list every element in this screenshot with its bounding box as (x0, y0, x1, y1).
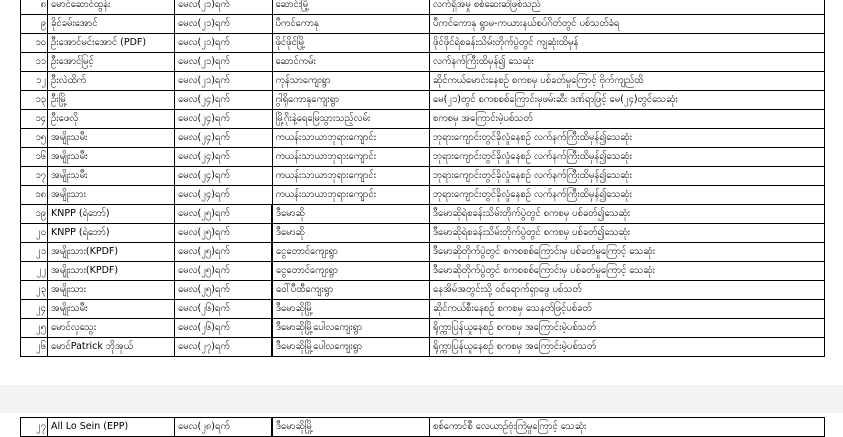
row-number: ၁၂ (21, 72, 48, 91)
row-number: ၁၀ (21, 34, 48, 53)
person-name: မောင်လှသွေး (48, 319, 175, 338)
person-name: အမျိုးသမီး (48, 129, 175, 148)
incident-date: မေလ(၂၄)ရက် (175, 167, 273, 186)
row-number: ၈ (21, 0, 48, 15)
person-name: All Lo Sein (EPP) (48, 418, 175, 437)
row-number: ၁၇ (21, 167, 48, 186)
row-number: ၂၅ (21, 319, 48, 338)
incident-description: ဘုရားကျောင်းတွင်ခိုလှုံနေစဉ် လက်နက်ကြီးထိမှန်၍သေဆုံး (430, 167, 825, 186)
incident-place: ဒီမောဆိုမြို့ပေါလကျေးရွာ (272, 319, 430, 338)
incident-date: မေလ(၂၅)ရက် (175, 205, 273, 224)
table-row (21, 338, 825, 357)
incident-date: မေလ(၂၁)ရက် (175, 53, 273, 72)
incident-place: ဂွါရိုကောနုကျေးရွာ (272, 91, 430, 110)
person-name: မောင်Patrick ဘိုအုယ် (48, 338, 175, 357)
incident-place: ဒီမောဆိုမြို့ (272, 300, 430, 319)
incident-date: မေလ(၂၅)ရက် (175, 262, 273, 281)
incident-description: မေ(၂၁)တွင် စကစစစ်ကြောင်းမှဖမ်းဆီး ဒဏ်ရာဖြင့် မေ(၂၄)တွင်သေဆုံး (430, 91, 825, 110)
incident-date: မေလ(၂၁)ရက် (175, 15, 273, 34)
incident-place: မြို့ဂိုးနဲ့ရေမြေသွားသည့်လမ်း (272, 110, 430, 129)
table-row (21, 0, 825, 15)
incident-date: မေလ(၂၄)ရက် (175, 110, 273, 129)
row-number: ၁၉ (21, 205, 48, 224)
incident-description: ရိုက္ကာပြန်ယူနေစဉ် စကစမှ အကြောင်းမဲ့ပစ်သတ် (430, 319, 825, 338)
casualty-table-body (21, 0, 825, 357)
table-row (21, 262, 825, 281)
row-number: ၁၃ (21, 91, 48, 110)
table-row (21, 300, 825, 319)
person-name: ခိုင်ခမ်းအောင် (48, 15, 175, 34)
incident-date: မေလ(၂၁)ရက် (175, 34, 273, 53)
incident-description: လက်ရှိအမှု စစ်ဆေးဆဲဖြစ်သည် (430, 0, 825, 15)
incident-date: မေလ(၂၅)ရက် (175, 243, 273, 262)
incident-place: ကယန်းသာယာဘုရားကျောင်း (272, 129, 430, 148)
table-row (21, 15, 825, 34)
person-name: ဦးလဲထိက် (48, 72, 175, 91)
incident-date: မေလ(၂၁)ရက် (175, 72, 273, 91)
incident-place: ကယန်းသာယာဘုရားကျောင်း (272, 186, 430, 205)
incident-place: ဆောင်းမြို့ (272, 0, 430, 15)
person-name: KNPP (ရဲဘော်) (48, 224, 175, 243)
incident-place: ငွေတောင်ကျေးရွာ (272, 243, 430, 262)
incident-date: မေလ(၂၅)ရက် (175, 281, 273, 300)
incident-description: ရိုက္ကာပြန်ယူနေစဉ် စကစမှ အကြောင်းမဲ့ပစ်သတ် (430, 338, 825, 357)
table-row (21, 418, 825, 437)
row-number: ၂၆ (21, 338, 48, 357)
incident-place: ဖိုင်ဖိုင်မြို့ (272, 34, 430, 53)
row-number: ၂၇ (21, 418, 48, 437)
person-name: KNPP (ရဲဘော်) (48, 205, 175, 224)
person-name: ဦးဖေလို (48, 110, 175, 129)
table-row (21, 110, 825, 129)
person-name: အမျိုးသား (48, 281, 175, 300)
row-number: ၂၂ (21, 262, 48, 281)
incident-place: ဆောင်ကမ်း (272, 53, 430, 72)
incident-place: ကယန်းသာယာဘုရားကျောင်း (272, 167, 430, 186)
table-row (21, 167, 825, 186)
incident-description: ဘုရားကျောင်းတွင်ခိုလှုံနေစဉ် လက်နက်ကြီးထိမှန်၍သေဆုံး (430, 148, 825, 167)
table-row (21, 205, 825, 224)
incident-place: ကုန်သာကျေးရွာ (272, 72, 430, 91)
incident-description: စကစမှ အကြောင်းမဲ့ပစ်သတ် (430, 110, 825, 129)
table-row (21, 34, 825, 53)
incident-description: ဒီမောဆိုရဲစခန်းသိမ်းတိုက်ပွဲတွင် စကစမှ ပစ်ခတ်၍သေဆုံး (430, 205, 825, 224)
table-row (21, 72, 825, 91)
incident-description: ဒီမောဆိုရဲစခန်းသိမ်းတိုက်ပွဲတွင် စကစမှ ပစ်ခတ်၍သေဆုံး (430, 224, 825, 243)
row-number: ၁၁ (21, 53, 48, 72)
table-row (21, 281, 825, 300)
person-name: ဦးမြို့ (48, 91, 175, 110)
row-number: ၁၅ (21, 129, 48, 148)
person-name: ဦးအောင်မင်းအောင် (PDF) (48, 34, 175, 53)
row-number: ၂၄ (21, 300, 48, 319)
table-row (21, 91, 825, 110)
table-row (21, 319, 825, 338)
incident-description: ဘုရားကျောင်းတွင်ခိုလှုံနေစဉ် လက်နက်ကြီးထိမှန်၍သေဆုံး (430, 186, 825, 205)
incident-place: ဒီမောဆိုမြို့ပေါလကျေးရွာ (272, 338, 430, 357)
row-number: ၁၆ (21, 148, 48, 167)
row-number: ၉ (21, 15, 48, 34)
casualty-table-continued-body (21, 418, 825, 437)
incident-place: ဒီမောဆို (272, 205, 430, 224)
incident-place: ဝေါ်ပီထီကျေးရွာ (272, 281, 430, 300)
person-name: အမျိုးသမီး (48, 300, 175, 319)
incident-description: ဘုရားကျောင်းတွင်ခိုလှုံနေစဉ် လက်နက်ကြီးထိမှန်၍သေဆုံး (430, 129, 825, 148)
table-row (21, 186, 825, 205)
incident-description: လက်နက်ကြီးထိမှန်၍ သေဆုံး (430, 53, 825, 72)
incident-date: မေလ(၂၄)ရက် (175, 91, 273, 110)
person-name: အမျိုးသား(KPDF) (48, 262, 175, 281)
incident-date: မေလ(၂၄)ရက် (175, 186, 273, 205)
incident-date: မေလ(၂၆)ရက် (175, 319, 273, 338)
incident-description: ဆိုင်ကယ်စီးနေစဉ် စကစမှ သေနတ်ဖြင့်ပစ်ခတ် (430, 300, 825, 319)
row-number: ၁၈ (21, 186, 48, 205)
table-row (21, 243, 825, 262)
incident-description: ဆိုင်ကယ်မောင်းနေစဉ် စကစမှ ပစ်ခတ်မှုကြောင့် ဗိုက်ကျည်ထိ (430, 72, 825, 91)
casualty-table (20, 0, 825, 357)
row-number: ၁၄ (21, 110, 48, 129)
row-number: ၂၃ (21, 281, 48, 300)
incident-place: ကယန်းသာယာဘုရားကျောင်း (272, 148, 430, 167)
person-name: အမျိုးသမီး (48, 148, 175, 167)
person-name: အမျိုးသမီး (48, 167, 175, 186)
table-row (21, 148, 825, 167)
incident-description: ပီကင်ကောနု ရွာမ-ကယားနယ်စပ်ဂိတ်တွင် ပစ်သတ်ခံရ (430, 15, 825, 34)
incident-place: ပီကင်ကောနု (272, 15, 430, 34)
row-number: ၂၁ (21, 243, 48, 262)
table-row (21, 129, 825, 148)
incident-description: ဒီမောဆိုတိုက်ပွဲတွင် စကစစစ်ကြောင်းမှ ပစ်ခတ်မှုကြောင့် သေဆုံး (430, 243, 825, 262)
page-gap (0, 385, 843, 413)
table-row (21, 224, 825, 243)
incident-description: ဖိုင်ဖိုင်ရဲစခန်းသိမ်းတိုက်ပွဲတွင် ကျဆုံးထိမှန် (430, 34, 825, 53)
incident-description: စစ်ကောင်စီ လေယာဉ်ဗုံးကြဲမှုကြောင့် သေဆုံး (430, 418, 825, 437)
incident-description: ဒီမောဆိုတိုက်ပွဲတွင် စကစစစ်ကြောင်းမှ ပစ်ခတ်မှုကြောင့် သေဆုံး (430, 262, 825, 281)
person-name: အမျိုးသား (48, 186, 175, 205)
row-number: ၂၀ (21, 224, 48, 243)
person-name: မောင်ဆောင်ထွန်း (48, 0, 175, 15)
incident-description: နေအိမ်အတွင်းသို့ ဝင်ရောက်ရှာဖွေ ပစ်သတ် (430, 281, 825, 300)
incident-place: ဒီမောဆိုမြို့ (272, 418, 430, 437)
incident-date: မေလ(၂၄)ရက် (175, 129, 273, 148)
incident-date: မေလ(၂၁)ရက် (175, 0, 273, 15)
table-row (21, 53, 825, 72)
person-name: အမျိုးသား(KPDF) (48, 243, 175, 262)
casualty-table-continued (20, 417, 825, 437)
person-name: ဦးအောင်မြင့် (48, 53, 175, 72)
incident-place: ဒီမောဆို (272, 224, 430, 243)
incident-date: မေလ(၂၈)ရက် (175, 418, 273, 437)
incident-place: ငွေတောင်ကျေးရွာ (272, 262, 430, 281)
incident-date: မေလ(၂၄)ရက် (175, 148, 273, 167)
incident-date: မေလ(၂၇)ရက် (175, 338, 273, 357)
incident-date: မေလ(၂၆)ရက် (175, 300, 273, 319)
incident-date: မေလ(၂၅)ရက် (175, 224, 273, 243)
